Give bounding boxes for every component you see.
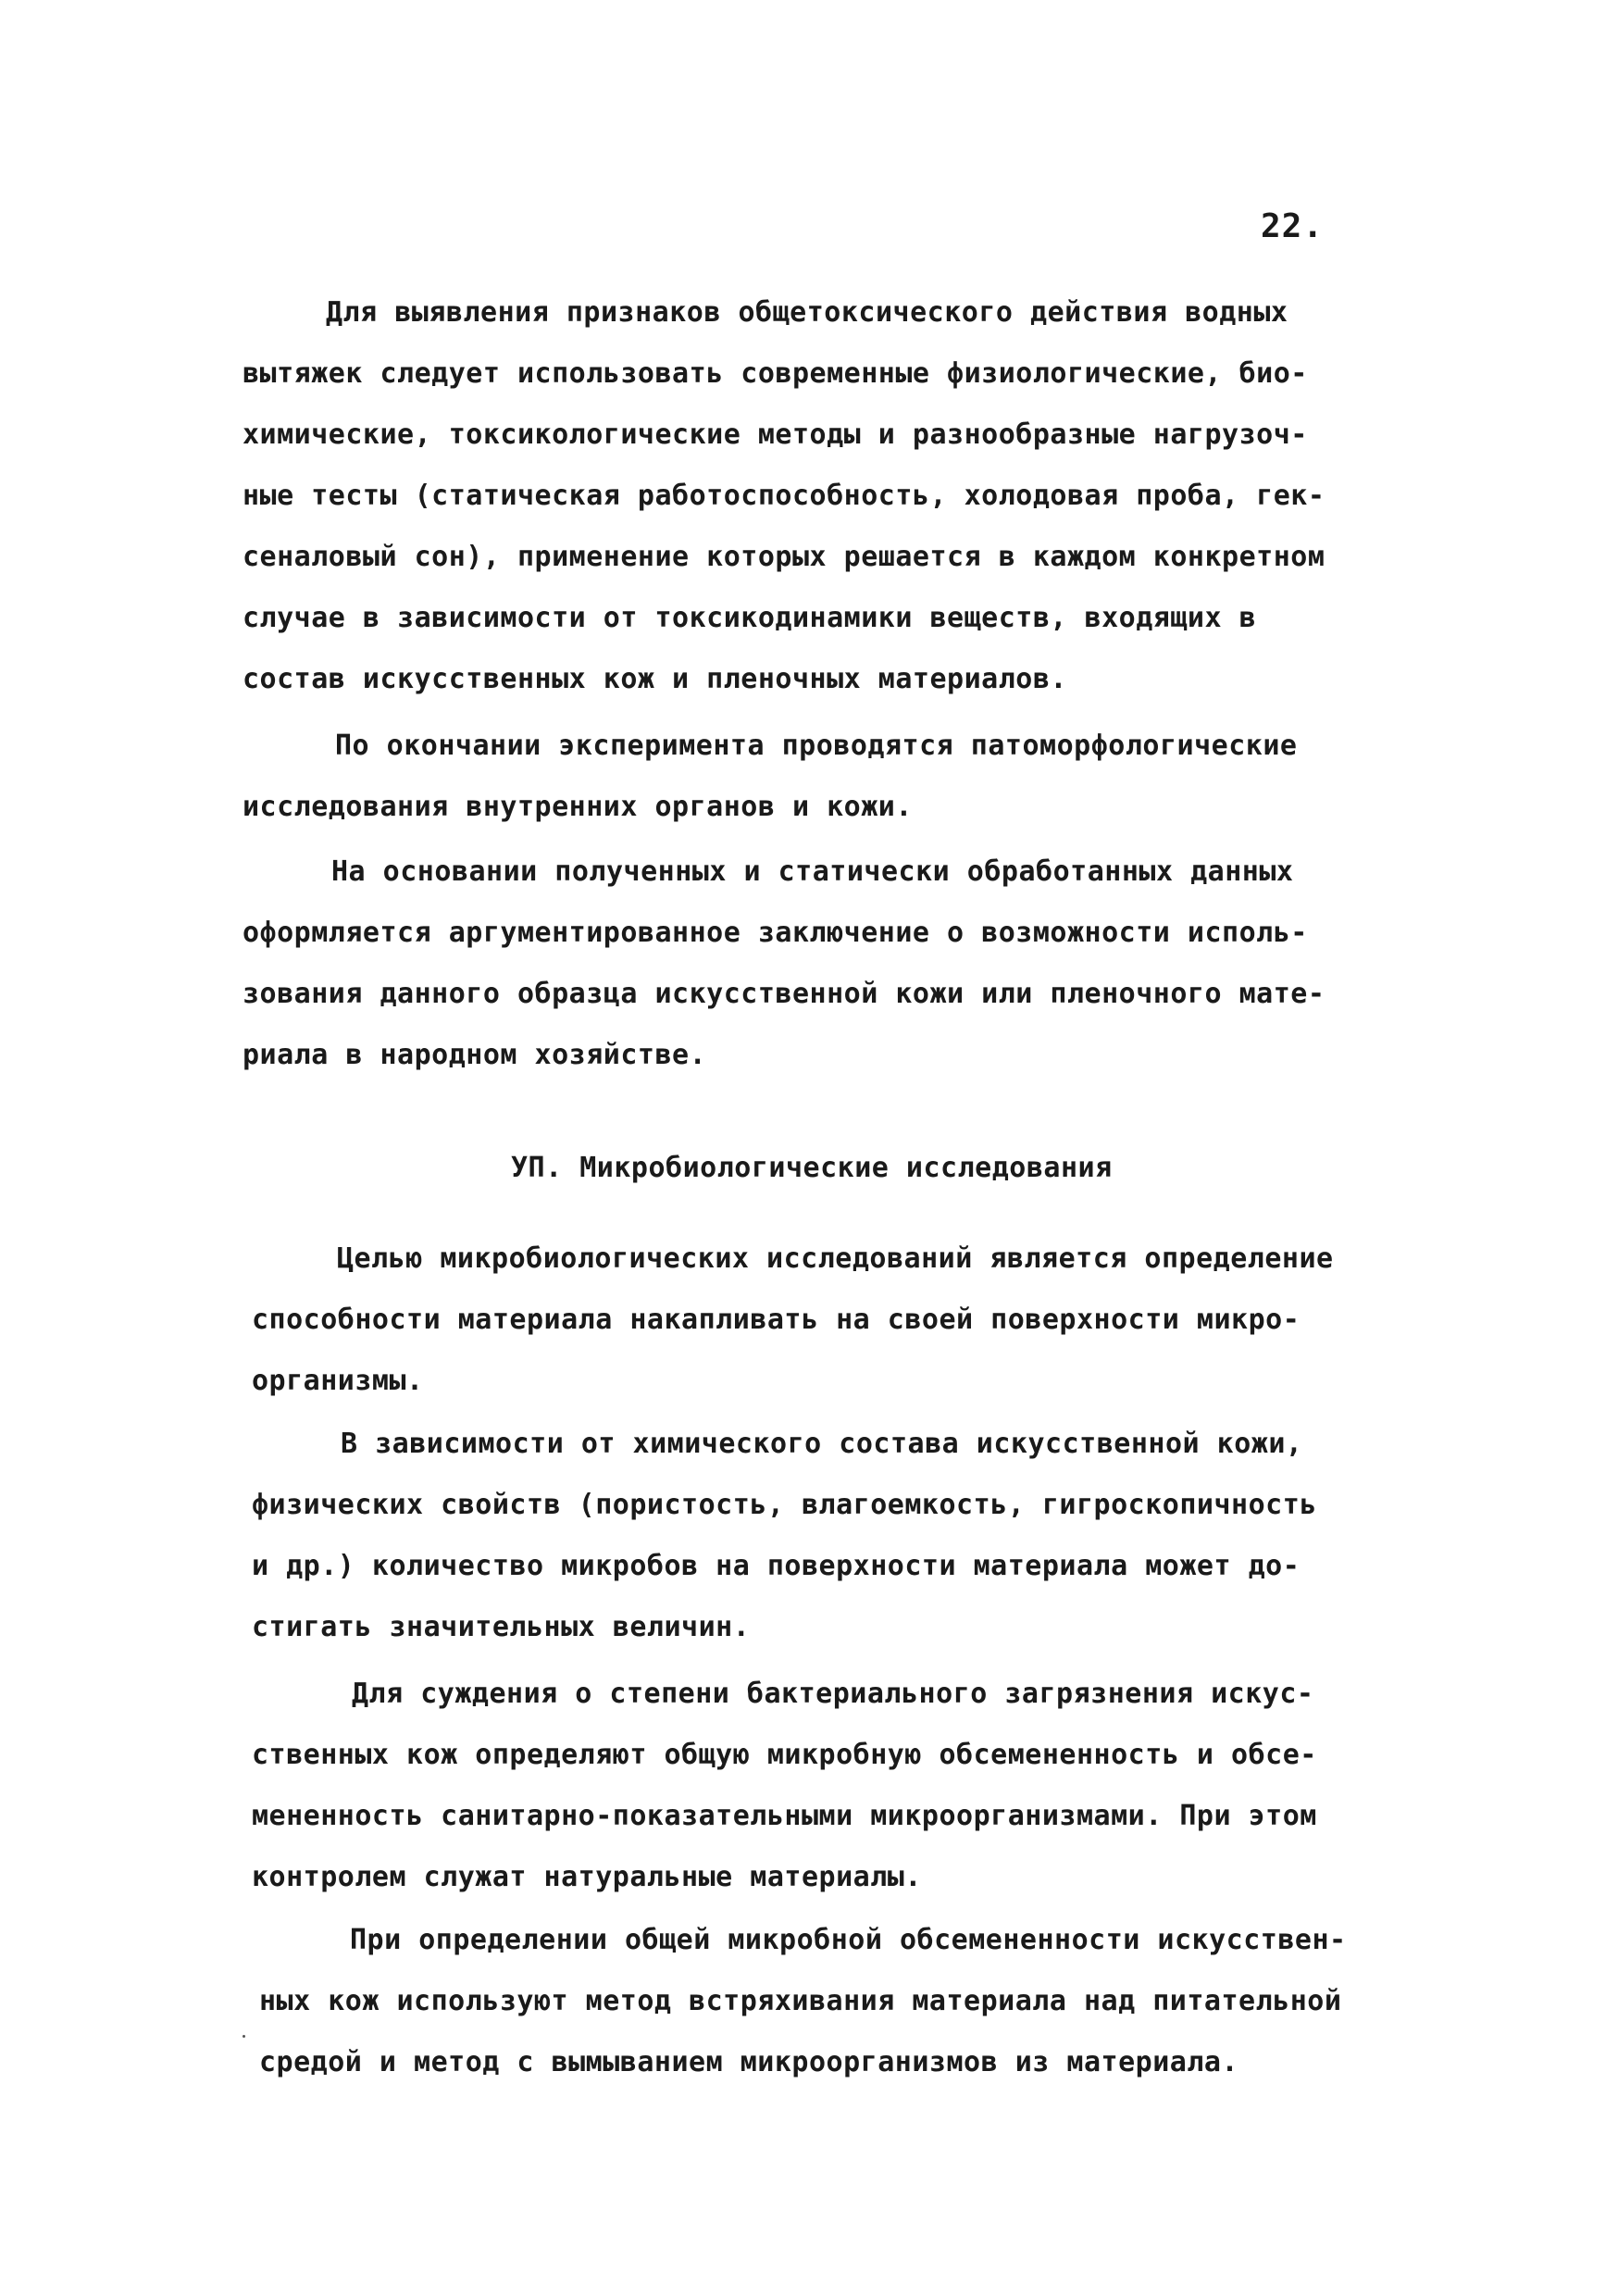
paragraph-3-line-2: оформляется аргументированное заключение о возможности исполь- (243, 917, 1308, 949)
section-paragraph-1-line-3: организмы. (252, 1365, 424, 1397)
section-paragraph-3-line-1: Для суждения о степени бактериального загрязнения искус- (352, 1678, 1314, 1710)
paragraph-1-line-6: случае в зависимости от токсикодинамики веществ, входящих в (243, 602, 1257, 634)
page-number: 22. (1261, 207, 1325, 245)
paragraph-2-line-2: исследования внутренних органов и кожи. (243, 791, 913, 823)
section-paragraph-4-line-3: средой и метод с вымыванием микроорганизмов из материала. (259, 2046, 1239, 2078)
section-paragraph-2-line-1: В зависимости от химического состава искусственной кожи, (341, 1428, 1303, 1460)
paragraph-1-line-2: вытяжек следует использовать современные физиологические, био- (243, 357, 1308, 390)
paragraph-1-line-5: сеналовый сон), применение которых решается в каждом конкретном (243, 541, 1326, 573)
section-paragraph-4-line-1: При определении общей микробной обсемененности искусствен- (350, 1924, 1347, 1956)
paragraph-1-line-4: ные тесты (статическая работоспособность, холодовая проба, гек- (243, 480, 1326, 512)
section-paragraph-4-line-2: ных кож используют метод встряхивания материала над питательной (259, 1985, 1342, 2017)
scan-speck (243, 2035, 245, 2038)
section-paragraph-1-line-2: способности материала накапливать на своей поверхности микро- (252, 1304, 1301, 1336)
paragraph-3-line-3: зования данного образца искусственной кожи или пленочного мате- (243, 978, 1326, 1010)
section-paragraph-2-line-4: стигать значительных величин. (252, 1611, 751, 1643)
section-paragraph-3-line-2: ственных кож определяют общую микробную обсемененность и обсе- (252, 1739, 1317, 1771)
paragraph-1-line-1: Для выявления признаков общетоксического действия водных (326, 296, 1288, 329)
section-paragraph-3-line-3: мененность санитарно-показательными микроорганизмами. При этом (252, 1800, 1317, 1832)
paragraph-2-line-1: По окончании эксперимента проводятся патоморфологические (335, 730, 1298, 762)
section-heading: УП. Микробиологические исследования (511, 1152, 1113, 1184)
paragraph-1-line-3: химические, токсикологические методы и разнообразные нагрузоч- (243, 418, 1308, 451)
paragraph-3-line-1: На основании полученных и статически обработанных данных (331, 855, 1294, 888)
section-paragraph-2-line-3: и др.) количество микробов на поверхности материала может до- (252, 1550, 1301, 1582)
section-paragraph-3-line-4: контролем служат натуральные материалы. (252, 1861, 922, 1893)
paragraph-3-line-4: риала в народном хозяйстве. (243, 1039, 707, 1071)
section-paragraph-1-line-1: Целью микробиологических исследований является определение (337, 1242, 1334, 1275)
section-paragraph-2-line-2: физических свойств (пористость, влагоемкость, гигроскопичность (252, 1489, 1317, 1521)
paragraph-1-line-7: состав искусственных кож и пленочных материалов. (243, 663, 1067, 695)
